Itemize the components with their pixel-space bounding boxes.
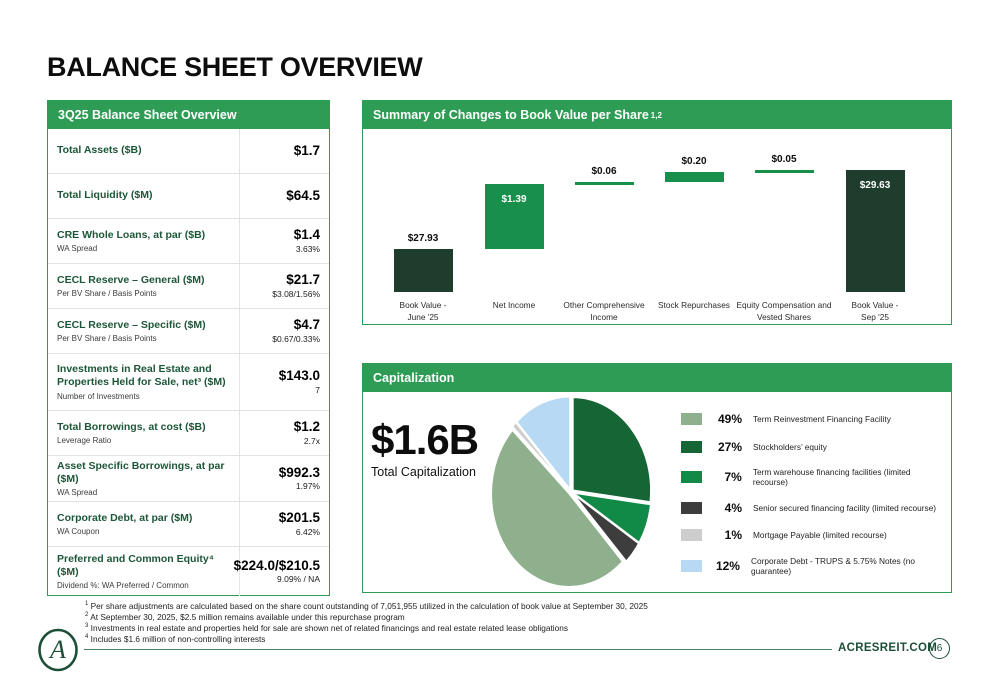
row-label-cell	[48, 264, 239, 308]
footnote-number: 2	[85, 612, 89, 619]
row-value-cell	[239, 354, 329, 410]
row-label: CECL Reserve – General ($M)	[57, 273, 205, 286]
legend-label: Stockholders’ equity	[753, 441, 827, 452]
waterfall-panel-title: Summary of Changes to Book Value per Share	[373, 108, 649, 122]
page-title: BALANCE SHEET OVERVIEW	[47, 52, 423, 82]
legend-percent: 1%	[724, 528, 742, 542]
waterfall-bar-equity-compensation-vested-shares	[755, 170, 814, 173]
row-label: Total Borrowings, at cost ($B)	[57, 420, 206, 433]
capitalization-pie-chart	[485, 395, 657, 591]
row-sublabel: Dividend %: WA Preferred / Common	[57, 581, 189, 591]
category-label-line: June '25	[407, 312, 439, 323]
waterfall-bar-book-value-june-25	[394, 249, 453, 292]
table-row	[48, 264, 329, 309]
legend-percent: 49%	[717, 412, 742, 426]
row-value-cell	[239, 174, 329, 218]
waterfall-value-label: $0.06	[591, 165, 617, 177]
waterfall-value-label: $29.63	[859, 179, 891, 191]
waterfall-bar-other-comprehensive-income	[575, 182, 634, 185]
row-label: Total Liquidity ($M)	[57, 189, 153, 202]
footnote-number: 1	[85, 601, 89, 608]
table-row	[48, 174, 329, 219]
svg-text:A: A	[50, 635, 66, 664]
table-row	[48, 219, 329, 264]
balance-sheet-table	[48, 129, 329, 596]
legend-swatch	[681, 560, 702, 572]
category-label-line: Book Value -	[399, 300, 447, 310]
footer-divider-line	[84, 649, 832, 650]
waterfall-chart	[363, 129, 951, 325]
total-capitalization-value: $1.6B	[371, 416, 479, 463]
waterfall-category-label	[815, 299, 935, 323]
row-value-cell	[239, 309, 329, 353]
row-label-cell	[48, 309, 239, 353]
footnote-line: $^3$ Investments in real estate and properties held for sale are shown net of related financings and real estate related lease obligations	[85, 622, 569, 633]
footnote-line: $^2$ At September 30, 2025, $2.5 million remains available under this repurchase program	[85, 611, 405, 622]
table-row	[48, 354, 329, 411]
row-label: Asset Specific Borrowings, at par ($M)	[57, 459, 225, 485]
row-label: Total Assets ($B)	[57, 144, 142, 157]
balance-sheet-panel	[47, 100, 330, 596]
row-label-cell	[48, 129, 239, 173]
row-value-cell	[239, 456, 329, 501]
row-subvalue: 6.42%	[295, 527, 320, 538]
legend-item	[681, 412, 947, 426]
category-label-line: Equity Compensation and	[736, 300, 832, 310]
table-row	[48, 456, 329, 502]
footnote-number: 4	[85, 634, 89, 641]
row-value-cell	[233, 547, 329, 596]
pie-slice-27%	[573, 397, 651, 502]
row-value: $1.4	[293, 227, 320, 243]
row-value: $201.5	[278, 510, 320, 526]
row-sublabel: WA Spread	[57, 244, 98, 254]
legend-label: Term Reinvestment Financing Facility	[753, 414, 891, 424]
row-label: Corporate Debt, at par ($M)	[57, 512, 193, 525]
legend-label: Term warehouse financing facilities (limited recourse)	[752, 467, 911, 487]
legend-item	[681, 440, 947, 454]
legend-item	[681, 556, 947, 576]
table-row	[48, 411, 329, 456]
row-sublabel: Per BV Share / Basis Points	[57, 334, 157, 344]
category-label-line: Other Comprehensive	[563, 300, 645, 310]
legend-percent: 4%	[724, 500, 742, 515]
footnotes	[85, 601, 648, 645]
category-label-line: Income	[590, 312, 618, 323]
table-row	[48, 502, 329, 547]
row-value-cell	[239, 129, 329, 173]
row-label-cell	[48, 411, 239, 455]
row-subvalue: 3.63%	[295, 243, 320, 254]
legend-item	[681, 467, 947, 487]
row-subvalue: $3.08/1.56%	[272, 288, 320, 299]
legend-item	[681, 501, 947, 515]
legend-percent: 27%	[717, 439, 742, 454]
category-label-line: Sep '25	[861, 312, 889, 323]
waterfall-bar-stock-repurchases	[665, 172, 724, 181]
waterfall-value-label: $0.05	[771, 153, 797, 165]
row-label-cell	[48, 547, 239, 596]
category-label-line: Vested Shares	[757, 312, 811, 323]
row-value: $143.0	[278, 368, 320, 384]
row-subvalue: 2.7x	[303, 435, 320, 446]
row-label-cell	[48, 174, 239, 218]
row-label-cell	[48, 354, 239, 410]
capitalization-panel	[362, 363, 952, 593]
footnote-line: $^1$ Per share adjustments are calculated based on the share count outstanding of 7,051,955 utilized in the calculation of book value at September 30, 2025	[85, 601, 648, 611]
row-value: $992.3	[278, 464, 320, 480]
capitalization-legend	[681, 412, 947, 576]
table-row	[48, 129, 329, 174]
capitalization-body	[363, 392, 951, 593]
waterfall-value-label: $0.20	[681, 156, 707, 168]
row-value: $64.5	[286, 187, 320, 203]
legend-swatch	[681, 441, 702, 453]
legend-percent: 12%	[715, 558, 740, 573]
row-label: CECL Reserve – Specific ($M)	[57, 319, 206, 331]
legend-label: Senior secured financing facility (limited recourse)	[753, 502, 937, 513]
book-value-waterfall-panel	[362, 100, 952, 325]
category-label-line: Net Income	[492, 300, 536, 310]
row-value: $1.2	[293, 418, 320, 434]
table-row	[48, 309, 329, 354]
row-sublabel: Per BV Share / Basis Points	[57, 289, 157, 299]
row-subvalue: 7	[315, 384, 320, 395]
row-value-cell	[239, 411, 329, 455]
row-sublabel: WA Spread	[57, 488, 98, 498]
row-sublabel: Number of Investments	[57, 391, 140, 401]
row-label: CRE Whole Loans, at par ($B)	[57, 228, 206, 241]
row-sublabel: Leverage Ratio	[57, 435, 112, 445]
row-label-cell	[48, 502, 239, 546]
row-label: Preferred and Common Equity⁴ ($M)	[57, 552, 214, 579]
row-sublabel: WA Coupon	[57, 527, 100, 537]
row-label: Investments in Real Estate and Properties Held for Sale, net³ ($M)	[57, 363, 226, 389]
legend-percent: 7%	[724, 470, 742, 484]
row-value: $1.7	[293, 142, 320, 158]
total-capitalization-block	[371, 418, 478, 479]
row-value-cell	[239, 502, 329, 546]
legend-swatch	[681, 529, 702, 541]
table-row	[48, 547, 329, 596]
legend-label: Corporate Debt - TRUPS & 5.75% Notes (no guarantee)	[750, 555, 915, 576]
row-value: $224.0/$210.5	[233, 557, 320, 573]
row-value-cell	[239, 219, 329, 263]
row-subvalue: 9.09% / NA	[277, 574, 320, 585]
capitalization-panel-header: Capitalization	[363, 364, 951, 392]
legend-swatch	[681, 471, 702, 483]
row-subvalue: $0.67/0.33%	[272, 333, 320, 344]
legend-item	[681, 528, 947, 542]
footnote-line: $^4$ Includes $1.6 million of non-controlling interests	[85, 633, 266, 644]
row-subvalue: 1.97%	[295, 481, 320, 492]
total-capitalization-label: Total Capitalization	[371, 465, 476, 480]
row-label-cell	[48, 219, 239, 263]
waterfall-value-label: $27.93	[407, 232, 439, 244]
page-number-badge: 6	[929, 638, 950, 659]
row-value-cell	[239, 264, 329, 308]
legend-swatch	[681, 413, 702, 425]
waterfall-panel-header	[363, 101, 951, 129]
category-label-line: Stock Repurchases	[658, 300, 730, 310]
category-label-line: Book Value -	[851, 300, 899, 310]
waterfall-title-superscript: 1,2	[650, 110, 662, 120]
acres-logo-icon	[37, 628, 79, 672]
footer-website-link[interactable]: ACRESREIT.COM	[838, 642, 938, 654]
balance-sheet-panel-header: 3Q25 Balance Sheet Overview	[48, 101, 329, 129]
row-value: $4.7	[293, 317, 320, 333]
legend-swatch	[681, 502, 702, 514]
row-value: $21.7	[286, 272, 320, 288]
row-label-cell	[48, 456, 239, 501]
footnote-number: 3	[85, 623, 89, 630]
legend-label: Mortgage Payable (limited recourse)	[753, 530, 887, 540]
waterfall-value-label: $1.39	[501, 194, 527, 206]
